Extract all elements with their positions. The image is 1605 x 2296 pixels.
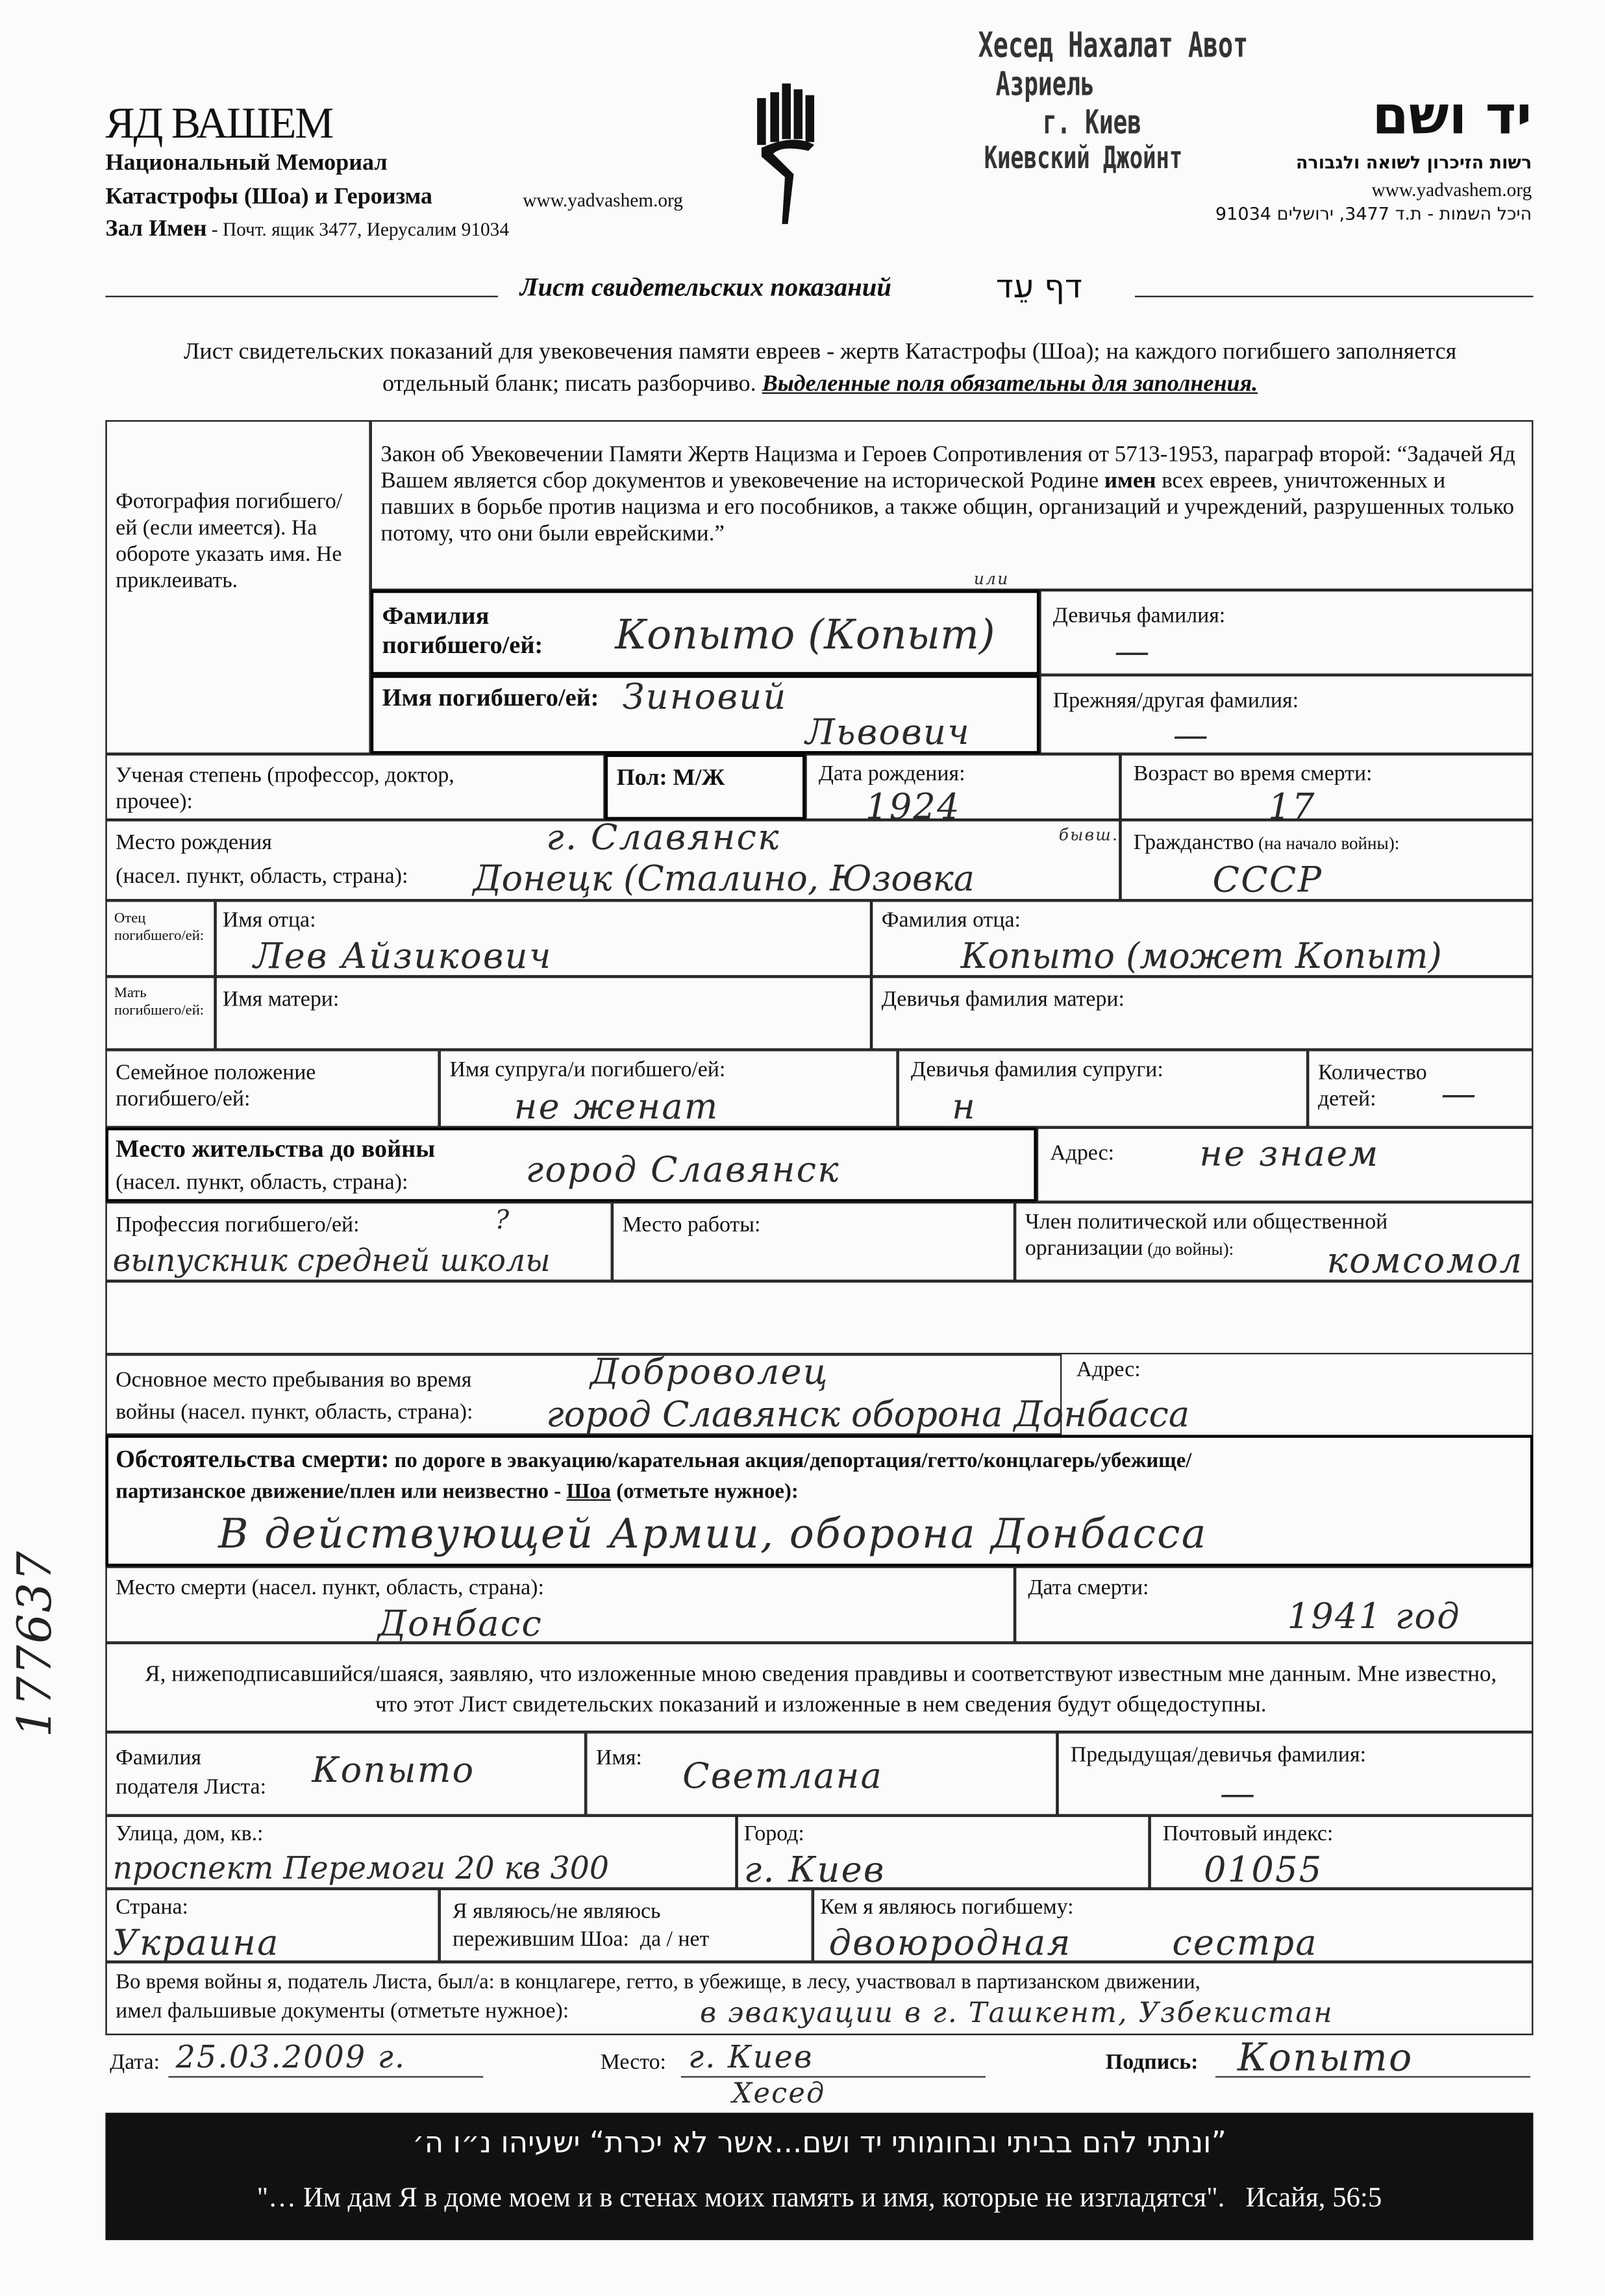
workplace-label: Место работы: xyxy=(622,1213,761,1237)
submitter-surname-value: Копыто xyxy=(312,1749,475,1791)
patronymic-value: Львович xyxy=(805,711,971,753)
place-label: Место: xyxy=(600,2051,666,2075)
blank-row[interactable] xyxy=(105,1281,1533,1355)
footer-quote-ru: "… Им дам Я в доме моем и в стенах моих память и имя, которые не изгладятся". Исайя, 56:5 xyxy=(256,2182,1382,2214)
intro-body: Лист свидетельских показаний для увековечения памяти евреев - жертв Катастрофы (Шоа); на каждого погибшего заполняется отдельный бланк; писать разборчиво. xyxy=(183,339,1457,397)
first-name-label: Имя погибшего/ей: xyxy=(382,684,599,712)
submitter-wartime-label-1: Во время войны я, податель Листа, был/а: в концлагере, гетто, в убежище, в лесу, участвовал в партизанском движении, xyxy=(116,1970,1201,1994)
submitter-prev-label: Предыдущая/девичья фамилия: xyxy=(1070,1744,1366,1768)
death-date-field[interactable] xyxy=(1015,1566,1533,1642)
submitter-surname-label-1: Фамилия xyxy=(116,1746,202,1770)
stamp-line-1: Хесед Нахалат Авот xyxy=(978,26,1249,68)
date-value: 25.03.2009 г. xyxy=(175,2039,406,2075)
birth-place-value-1: г. Славянск xyxy=(546,817,780,858)
citizenship-field[interactable] xyxy=(1120,820,1533,900)
street-label: Улица, дом, кв.: xyxy=(116,1823,264,1847)
circumstances-field[interactable] xyxy=(105,1435,1533,1566)
surname-label: Фамилия погибшего/ей: xyxy=(382,602,543,659)
postal-field[interactable] xyxy=(1150,1816,1534,1889)
membership-value: комсомол xyxy=(1326,1240,1524,1281)
birth-date-value: 1924 xyxy=(865,786,961,828)
residence-value: город Славянск xyxy=(525,1149,840,1191)
mother-side-cell xyxy=(105,976,215,1050)
other-surname-value: — xyxy=(1173,714,1210,756)
submitter-name-field[interactable] xyxy=(586,1732,1057,1816)
org-line-3 xyxy=(105,217,509,243)
age-value: 17 xyxy=(1268,786,1316,828)
age-field[interactable] xyxy=(1120,754,1533,828)
form-title: Лист свидетельских показаний xyxy=(519,272,891,302)
org-name-ru: ЯД ВАШЕМ xyxy=(105,99,333,148)
circumstances-label xyxy=(116,1444,1521,1508)
spouse-name-value: не женат xyxy=(514,1086,719,1128)
profession-label: Профессия погибшего/ей: xyxy=(116,1213,360,1237)
intro-emphasis: Выделенные поля обязательны для заполнения. xyxy=(762,371,1258,397)
mother-name-label: Имя матери: xyxy=(222,988,340,1012)
org-line-2: Катастрофы (Шоа) и Героизма xyxy=(105,184,432,210)
law-part-1: Закон об Увековечении Памяти Жертв Нацизма и Героев Сопротивления от 5713-1953, параграф второй: “Задачей Яд Вашем является сбор документов и увековечение на исторической Родине xyxy=(380,442,1515,494)
father-name-field[interactable] xyxy=(216,900,871,976)
age-label: Возраст во время смерти: xyxy=(1133,763,1373,787)
residence-address-value: не знаем xyxy=(1199,1133,1380,1174)
surname-field[interactable] xyxy=(371,569,1040,675)
wartime-place-value-1: Доброволец xyxy=(590,1351,829,1392)
wartime-place-label-2: войны (насел. пункт, область, страна): xyxy=(116,1401,473,1425)
maiden-value: — xyxy=(1114,631,1151,673)
yad-vashem-logo-icon xyxy=(750,80,826,227)
he-line-3: היכל השמות - ת.ד 3477, ירושלים 91034 xyxy=(1215,203,1532,225)
date-line xyxy=(168,2076,483,2077)
law-text xyxy=(380,442,1523,547)
intro-text xyxy=(147,337,1494,401)
footer-quote-he: ”ונתתי להם בביתי ובחומותי יד ושם...אשר לא יכרת“ ישעיהו נ״ו ה׳ xyxy=(412,2124,1226,2160)
city-label: Город: xyxy=(743,1823,804,1847)
birth-place-field[interactable] xyxy=(105,817,1120,900)
survivor-label-1: Я являюсь/не являюсь xyxy=(452,1900,661,1924)
membership-field[interactable] xyxy=(1015,1202,1533,1281)
maiden-label: Девичья фамилия: xyxy=(1052,604,1226,628)
citizenship-label xyxy=(1134,830,1400,857)
stamp-line-4: Киевский Джойнт xyxy=(984,139,1183,177)
birth-place-value-2: Донецк (Сталино, Юзовка xyxy=(473,858,975,899)
submitter-name-label: Имя: xyxy=(595,1746,642,1770)
death-date-value: 1941 год xyxy=(1287,1596,1461,1637)
circumstances-options-2: партизанское движение/плен или неизвестно - xyxy=(116,1480,567,1504)
submitter-wartime-value: в эвакуации в г. Ташкент, Узбекистан xyxy=(700,1997,1334,2030)
place-line xyxy=(681,2076,986,2077)
birth-place-label-2: (насел. пункт, область, страна): xyxy=(116,865,408,889)
wartime-place-value-2: город Славянск оборона Донбасса xyxy=(546,1394,1190,1435)
submitter-prev-value: — xyxy=(1219,1773,1257,1814)
spouse-name-field[interactable] xyxy=(440,1050,898,1128)
submitter-name-value: Светлана xyxy=(682,1755,884,1797)
circumstances-options-1: по дороге в эвакуацию/карательная акция/депортация/гетто/концлагерь/убежище/ xyxy=(389,1449,1192,1474)
death-date-label: Дата смерти: xyxy=(1028,1577,1149,1601)
submitter-prev-surname-field[interactable] xyxy=(1057,1732,1533,1816)
country-label: Страна: xyxy=(116,1895,188,1920)
relation-field[interactable] xyxy=(813,1889,1534,1962)
residence-address-label: Адрес: xyxy=(1050,1142,1115,1166)
circumstances-shoa: Шоа xyxy=(566,1480,612,1504)
postal-address: - Почт. ящик 3477, Иерусалим 91034 xyxy=(206,218,509,240)
citizenship-label-small: (на начало войны): xyxy=(1254,833,1400,854)
death-place-value: Донбасс xyxy=(377,1603,543,1644)
postal-label: Почтовый индекс: xyxy=(1162,1823,1334,1847)
mother-name-field[interactable] xyxy=(216,976,871,1050)
marital-label: Семейное положение погибшего/ей: xyxy=(116,1061,316,1111)
surname-value: Копыто (Копыт) xyxy=(615,610,995,659)
spouse-maiden-label: Девичья фамилия супруги: xyxy=(910,1058,1163,1082)
postal-value: 01055 xyxy=(1204,1849,1323,1890)
survivor-field[interactable] xyxy=(440,1889,813,1962)
law-bold: имен xyxy=(1104,468,1156,494)
birth-place-label-1: Место рождения xyxy=(116,832,272,856)
country-field[interactable] xyxy=(105,1889,439,1962)
father-surname-field[interactable] xyxy=(871,900,1533,976)
survivor-label-2: пережившим Шоа: да / нет xyxy=(452,1928,710,1952)
father-surname-value: Копыто (может Копыт) xyxy=(960,935,1442,977)
death-place-label: Место смерти (насел. пункт, область, страна): xyxy=(116,1577,544,1601)
residence-label-1: Место жительства до войны xyxy=(116,1135,436,1163)
circumstances-title: Обстоятельства смерти: xyxy=(116,1445,390,1474)
degree-field[interactable] xyxy=(105,754,604,820)
signature-label: Подпись: xyxy=(1105,2051,1199,2075)
website-left: www.yadvashem.org xyxy=(523,188,683,211)
submitter-surname-label-2: подателя Листа: xyxy=(116,1775,267,1800)
children-value: — xyxy=(1441,1073,1478,1115)
citizenship-label-main: Гражданство xyxy=(1133,832,1254,856)
membership-label-small: (до войны): xyxy=(1143,1239,1234,1259)
relation-label: Кем я являюсь погибшему: xyxy=(820,1895,1074,1920)
signature-line xyxy=(1215,2076,1530,2077)
date-label: Дата: xyxy=(110,2051,160,2075)
circumstances-options-3: (отметьте нужное): xyxy=(611,1480,799,1504)
gender-label: Пол: М/Ж xyxy=(616,765,725,791)
photo-cell[interactable] xyxy=(105,420,370,754)
law-cell xyxy=(371,420,1534,590)
father-side-label: Отец погибшего/ей: xyxy=(114,910,205,944)
father-name-label: Имя отца: xyxy=(222,909,316,933)
death-place-field[interactable] xyxy=(105,1566,1015,1642)
stamp-line-2: Азриель xyxy=(995,64,1095,104)
spouse-maiden-value: н xyxy=(952,1086,977,1128)
hall-of-names: Зал Имен xyxy=(105,216,207,242)
form-title-he: דף עֵד xyxy=(995,269,1082,306)
submitter-wartime-label-2: имел фальшивые документы (отметьте нужное): xyxy=(116,2000,569,2024)
spouse-name-label: Имя супруга/и погибшего/ей: xyxy=(449,1058,726,1082)
children-label: Количество детей: xyxy=(1317,1061,1427,1111)
workplace-field[interactable] xyxy=(612,1202,1015,1281)
street-field[interactable] xyxy=(105,1816,736,1889)
city-value: г. Киев xyxy=(743,1849,886,1890)
surname-note: или xyxy=(973,569,1010,589)
mother-maiden-field[interactable] xyxy=(871,976,1533,1050)
place-value-2: Хесед xyxy=(732,2077,826,2110)
profession-mark: ? xyxy=(495,1205,511,1236)
footer-band xyxy=(105,2113,1533,2240)
relation-value: двоюродная сестра xyxy=(828,1922,1318,1964)
residence-label-2: (насел. пункт, область, страна): xyxy=(116,1171,408,1195)
spouse-maiden-field[interactable] xyxy=(898,1050,1308,1128)
degree-label: Ученая степень (профессор, доктор, прочее): xyxy=(116,764,454,815)
city-field[interactable] xyxy=(737,1816,1150,1889)
maiden-name-field[interactable] xyxy=(1039,590,1533,675)
declaration-text: Я, нижеподписавшийся/шаяся, заявляю, что изложенные мною сведения правдивы и соответствуют известным мне данным. Мне известно, что этот Лист свидетельских показаний и изложенные в нем сведения будут общедоступны. xyxy=(145,1661,1497,1718)
residence-address-field[interactable] xyxy=(1037,1128,1534,1202)
first-name-value: Зиновий xyxy=(622,676,788,718)
mother-maiden-label: Девичья фамилия матери: xyxy=(881,988,1125,1012)
profession-field[interactable] xyxy=(105,1202,612,1281)
mother-side-label: Мать погибшего/ей: xyxy=(114,985,205,1019)
law-part-2: всех евреев, уничтоженных и павших в борьбе против нацизма и его пособников, а также общин, организаций и учреждений, разрушенных только потому, что они были еврейскими.” xyxy=(380,468,1514,547)
father-name-value: Лев Айзикович xyxy=(253,935,553,977)
org-name-he: יד ושם xyxy=(1372,86,1532,147)
submitter-surname-field[interactable] xyxy=(105,1732,586,1816)
father-side-cell xyxy=(105,900,215,976)
wartime-place-label-1: Основное место пребывания во время xyxy=(116,1368,472,1392)
side-archive-number: 177637 xyxy=(6,1549,62,1738)
he-line-1: רשות הזיכרון לשואה ולגבורה xyxy=(1295,152,1532,173)
first-name-field[interactable] xyxy=(371,675,1040,754)
declaration-cell xyxy=(105,1643,1533,1733)
place-value-1: г. Киев xyxy=(688,2039,814,2075)
citizenship-value: СССР xyxy=(1212,859,1323,901)
children-field[interactable] xyxy=(1308,1050,1533,1128)
circumstances-value: В действующей Армии, оборона Донбасса xyxy=(218,1509,1208,1558)
birth-date-label: Дата рождения: xyxy=(818,763,965,787)
photo-label: Фотография погибшего/ей (если имеется). На обороте указать имя. Не приклеивать. xyxy=(116,490,343,593)
website-right: www.yadvashem.org xyxy=(1371,179,1532,201)
stamp-line-3: г. Киев xyxy=(1042,102,1142,142)
wartime-address-label: Адрес: xyxy=(1076,1359,1141,1383)
signature-value: Копыто xyxy=(1237,2036,1413,2081)
org-line-1: Национальный Мемориал xyxy=(105,151,388,176)
profession-value: выпускник средней школы xyxy=(112,1242,551,1279)
gender-field[interactable] xyxy=(605,754,806,820)
membership-label-main: Член политической или общественной организации xyxy=(1025,1211,1388,1261)
residence-field[interactable] xyxy=(105,1128,1036,1202)
father-surname-label: Фамилия отца: xyxy=(881,909,1021,933)
marital-field[interactable] xyxy=(105,1050,439,1128)
country-value: Украина xyxy=(112,1922,280,1964)
submitter-wartime-field[interactable] xyxy=(105,1962,1533,2035)
title-rule-left xyxy=(105,296,497,297)
birth-date-field[interactable] xyxy=(806,754,1121,828)
birth-place-note: бывш. xyxy=(1058,826,1119,845)
title-rule-right xyxy=(1135,296,1533,297)
other-surname-label: Прежняя/другая фамилия: xyxy=(1052,689,1299,713)
other-surname-field[interactable] xyxy=(1039,675,1533,754)
street-value: проспект Перемоги 20 кв 300 xyxy=(112,1850,609,1886)
